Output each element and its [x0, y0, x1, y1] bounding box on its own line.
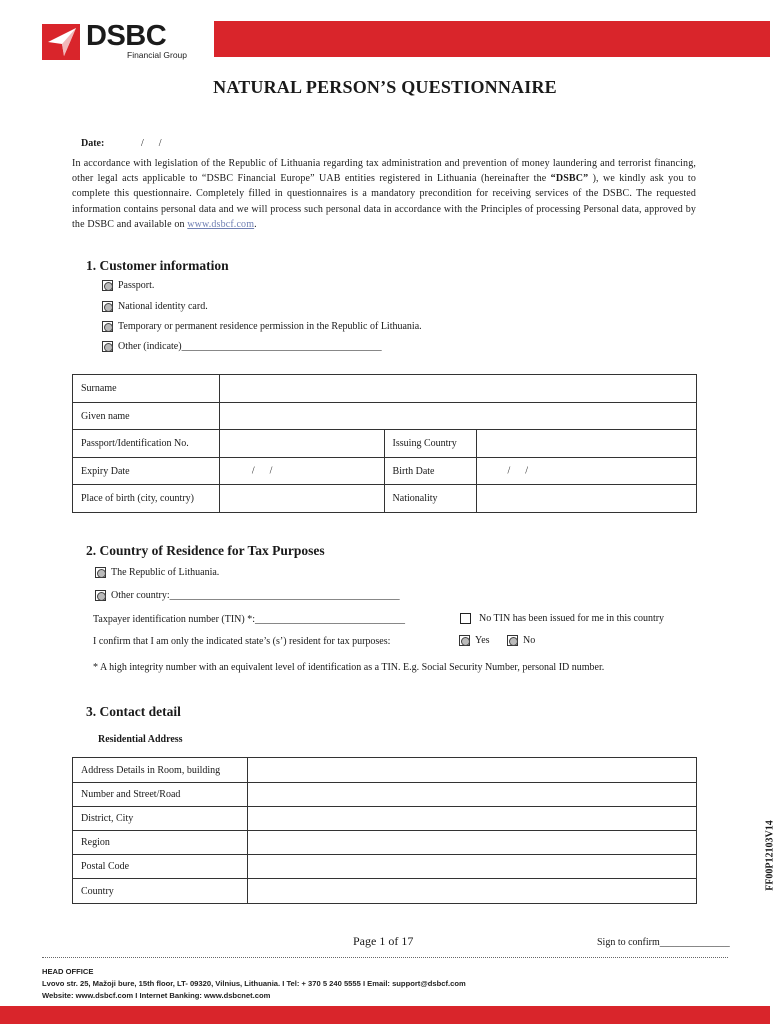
option-yes[interactable]: Yes — [459, 635, 490, 646]
given-name-label: Given name — [73, 403, 220, 430]
radio-icon[interactable] — [102, 341, 113, 352]
issuing-country-field[interactable] — [477, 430, 697, 458]
option-residence-permit[interactable]: Temporary or permanent residence permission in the Republic of Lithuania. — [102, 321, 422, 332]
radio-icon[interactable] — [459, 635, 470, 646]
passport-no-field[interactable] — [219, 430, 384, 458]
option-other[interactable]: Other (indicate)________________________________________ — [102, 341, 382, 352]
address-row-label: Region — [73, 831, 248, 855]
intro-paragraph: In accordance with legislation of the Republic of Lithuania regarding tax administration and prevention of money laundering and terrorist financing, other legal acts applicable to “DSBC Financial Europe” UAB entities registered in Lithuania (hereinafter the “DSBC” ), we kindly ask you to complete this questionnaire. Completely filled in questionnaires is a mandatory precondition for receiving services of the DSBC. The requested information contains personal data and we will process such personal data in accordance with the Principles of processing Personal data, approved by the DSBC and available on www.dsbcf.com. — [72, 158, 696, 230]
tin-field[interactable]: Taxpayer identification number (TIN) *:______________________________ — [93, 614, 406, 625]
option-passport[interactable]: Passport. — [102, 280, 154, 291]
section-tax-residence: 2. Country of Residence for Tax Purposes — [86, 543, 325, 558]
birth-date-label: Birth Date — [384, 458, 477, 485]
expiry-date-label: Expiry Date — [73, 458, 220, 485]
dsbc-bold: “DSBC” — [550, 173, 589, 185]
footer-head-office: HEAD OFFICE — [42, 967, 94, 976]
tin-footnote: * A high integrity number with an equivalent level of identification as a TIN. E.g. Social Security Number, personal ID number. — [93, 662, 605, 673]
given-name-field[interactable] — [219, 403, 696, 430]
section-contact-detail: 3. Contact detail — [86, 704, 181, 719]
address-row-field[interactable] — [247, 758, 696, 783]
place-of-birth-field[interactable] — [219, 485, 384, 513]
company-logo — [42, 20, 188, 62]
page-title: NATURAL PERSON’S QUESTIONNAIRE — [213, 77, 557, 97]
document-code: FF00P12103V14 — [764, 820, 776, 891]
surname-field[interactable] — [219, 375, 696, 403]
birth-date-field[interactable]: / / — [477, 458, 697, 485]
radio-icon[interactable] — [507, 635, 518, 646]
address-row-label: Number and Street/Road — [73, 783, 248, 807]
residential-address-subtitle: Residential Address — [98, 734, 183, 745]
logo-text: DSBC — [86, 20, 167, 52]
option-national-id[interactable]: National identity card. — [102, 301, 208, 312]
address-row-label: Postal Code — [73, 855, 248, 879]
footer-address: Lvovo str. 25, Mažoji bure, 15th floor, LT- 09320, Vilnius, Lithuania. I Tel: + 370 5 240 5555 I Email: support@dsbcf.com — [42, 979, 466, 988]
surname-label: Surname — [73, 375, 220, 403]
address-row-label: District, City — [73, 807, 248, 831]
logo-subtitle: Financial Group — [127, 50, 188, 60]
option-other-country[interactable]: Other country:______________________________________________ — [95, 590, 400, 601]
nationality-field[interactable] — [477, 485, 697, 513]
place-of-birth-label: Place of birth (city, country) — [73, 485, 220, 513]
issuing-country-label: Issuing Country — [384, 430, 477, 458]
sign-to-confirm[interactable]: Sign to confirm______________ — [597, 937, 730, 948]
radio-icon[interactable] — [102, 321, 113, 332]
radio-icon[interactable] — [102, 301, 113, 312]
header-red-bar — [214, 21, 770, 57]
website-link[interactable]: www.dsbcf.com — [187, 218, 255, 230]
date-label: Date: — [81, 138, 105, 149]
footer-red-bar — [0, 1006, 770, 1024]
radio-icon[interactable] — [95, 590, 106, 601]
nationality-label: Nationality — [384, 485, 477, 513]
radio-icon[interactable] — [95, 567, 106, 578]
address-row-field[interactable] — [247, 807, 696, 831]
option-lithuania[interactable]: The Republic of Lithuania. — [95, 567, 219, 578]
checkbox-icon[interactable] — [460, 613, 471, 624]
logo-mark-icon — [42, 22, 84, 62]
date-row — [81, 138, 162, 149]
section-customer-information: 1. Customer information — [86, 258, 229, 273]
address-row-field[interactable] — [247, 879, 696, 904]
footer-divider — [42, 957, 728, 958]
address-table — [72, 757, 697, 904]
option-no[interactable]: No — [507, 635, 535, 646]
option-no-tin[interactable]: No TIN has been issued for me in this country — [460, 613, 664, 624]
resident-confirm-text: I confirm that I am only the indicated state’s (s’) resident for tax purposes: — [93, 636, 391, 647]
radio-icon[interactable] — [102, 280, 113, 291]
address-row-label: Address Details in Room, building — [73, 758, 248, 783]
footer-website: Website: www.dsbcf.com I Internet Banking: www.dsbcnet.com — [42, 991, 271, 1000]
address-row-field[interactable] — [247, 855, 696, 879]
passport-no-label: Passport/Identification No. — [73, 430, 220, 458]
expiry-date-field[interactable]: / / — [219, 458, 384, 485]
customer-info-table — [72, 374, 697, 513]
address-row-field[interactable] — [247, 783, 696, 807]
address-row-label: Country — [73, 879, 248, 904]
page-number: Page 1 of 17 — [353, 934, 414, 948]
date-input[interactable]: / / — [141, 138, 162, 149]
address-row-field[interactable] — [247, 831, 696, 855]
